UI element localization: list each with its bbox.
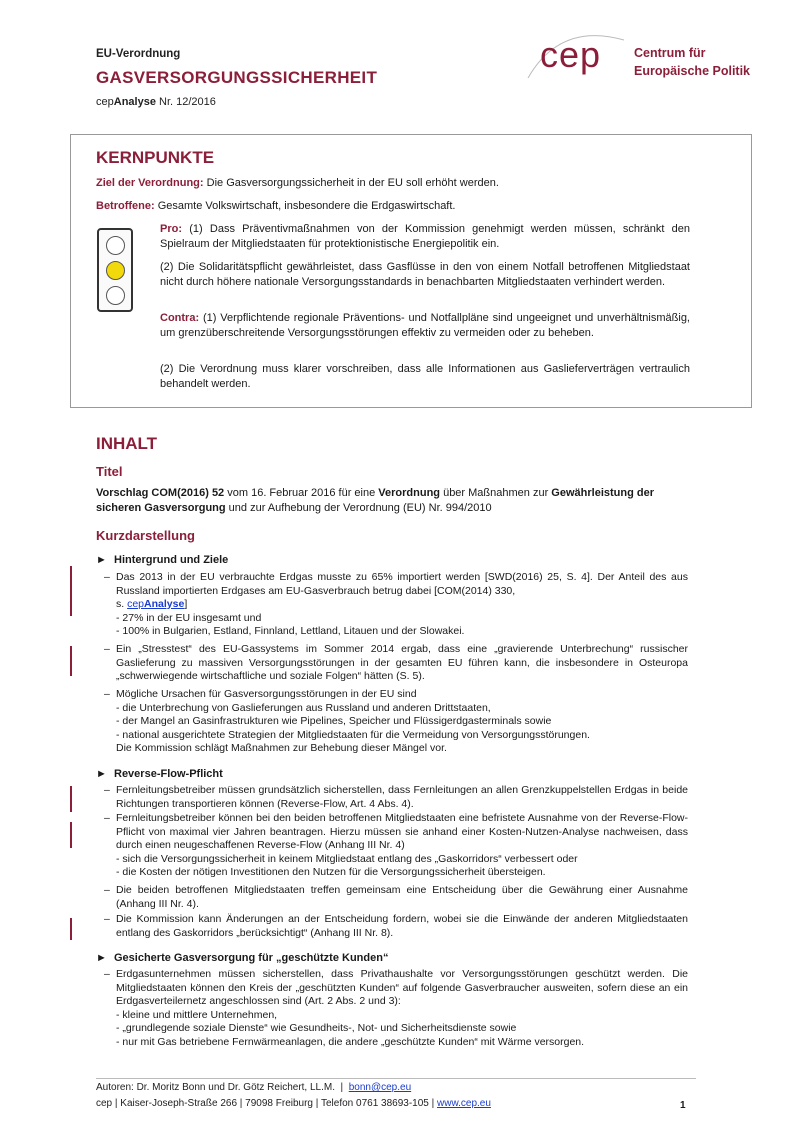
footer-authors: Autoren: Dr. Moritz Bonn und Dr. Götz Reichert, LL.M. | bonn@cep.eu [96, 1082, 412, 1093]
section-heading: ► Reverse-Flow-Pflicht [96, 768, 223, 780]
margin-change-bar [70, 918, 72, 940]
kurzdarstellung-heading: Kurzdarstellung [96, 528, 195, 543]
contra-1: Contra: (1) Verpflichtende regionale Präventions- und Notfallpläne sind ungeeignet und unverhältnismäßig, um grenzüberschreitende Versorgungsstörungen effektiv zu vermeiden oder zu beheben. [160, 312, 690, 339]
page-number: 1 [680, 1100, 686, 1111]
list-item: – Erdgasunternehmen müssen sicherstellen, dass Privathaushalte vor Versorgungsstörungen geschützt werden. Die Mitgliedstaaten können den Kreis der „geschützten Kunden“ auf folgende Gasverbraucher ausweiten, sofern diese an ein Erdgasverteilernetz angeschlossen sind (Art. 2 Abs. 2 und 3): - kleine und mittlere Unternehmen, - „grundlegende soziale Dienste“ wie Gesundheits-, Not- und Sicherheitsdienste sowie - nur mit Gas betriebene Fernwärmeanlagen, die andere „geschützte Kunden“ mit Wärme versorgen. [104, 968, 688, 1048]
footer-divider [96, 1078, 696, 1079]
kernpunkte-heading: KERNPUNKTE [96, 148, 215, 167]
pro-2: (2) Die Solidaritätspflicht gewährleistet, dass Gasflüsse in den von einem Notfall betroffenen Mitgliedstaat nicht durch höhere nationale Versorgungsstandards in benachbarten Mitgliedstaaten verhindert werden. [160, 261, 690, 288]
titel-text: Vorschlag COM(2016) 52 vom 16. Februar 2016 für eine Verordnung über Maßnahmen zur Gewährleistung der sicheren Gasversorgung und zur Aufhebung der Verordnung (EU) Nr. 994/2010 [96, 487, 654, 514]
traffic-light-icon [97, 228, 133, 312]
contra-2: (2) Die Verordnung muss klarer vorschreiben, dass alle Informationen aus Gaslieferverträgen vertraulich behandelt werden. [160, 363, 690, 390]
list-item: – Die Kommission kann Änderungen an der Entscheidung fordern, wobei sie die Einwände der anderen Mitgliedstaaten entlang des Gaskorridors „berücksichtigt“ (Anhang III Nr. 8). [104, 913, 688, 939]
list-item: – Die beiden betroffenen Mitgliedstaaten treffen gemeinsam eine Entscheidung über die Gewährung einer Ausnahme (Anhang III Nr. 4). [104, 884, 688, 910]
section-heading: ► Gesicherte Gasversorgung für „geschützte Kunden“ [96, 952, 389, 964]
email-link[interactable]: bonn@cep.eu [348, 1082, 412, 1093]
footer-contact: cep | Kaiser-Joseph-Straße 266 | 79098 Freiburg | Telefon 0761 38693-105 | www.cep.eu [96, 1098, 491, 1109]
cep-analyse-link[interactable]: cepAnalyse [127, 598, 185, 610]
list-item: – Fernleitungsbetreiber können bei den beiden betroffenen Mitgliedstaaten eine befristete Ausnahme von der Reverse-Flow-Pflicht von maximal vier Jahren beantragen. Hierzu müssen sie anhand einer Kosten-Nutzen-Analyse nachweisen, dass durch einen neugeschaffenen Reverse-Flow (Anhang III Nr. 4) - sich die Versorgungssicherheit in keinem Mitgliedstaat entlang des „Gaskorridors“ verbessert oder - die Kosten der nötigen Investitionen den Nutzen für die Versorgungssicherheit übersteigen. [104, 812, 688, 878]
traffic-light-middle-yellow [106, 261, 125, 280]
analysis-number: cepAnalyse Nr. 12/2016 [96, 96, 216, 108]
margin-change-bar [70, 822, 72, 848]
traffic-light-bottom [106, 286, 125, 305]
pro-1: Pro: (1) Dass Präventivmaßnahmen von der Kommission genehmigt werden müssen, schränkt den Spielraum der Mitgliedstaaten für protektionistische Energiepolitik ein. [160, 223, 690, 250]
list-item: – Das 2013 in der EU verbrauchte Erdgas musste zu 65% importiert werden [SWD(2016) 25, S. 4]. Der Anteil des aus Russland importierten Erdgases am EU-Gasverbrauch betrug dabei [COM(2014) 330, s. cepAnalyse] - 27% in der EU insgesamt und - 100% in Bulgarien, Estland, Finnland, Lettland, Litauen und der Slowakei. [104, 571, 688, 637]
section-heading: ► Hintergrund und Ziele [96, 554, 229, 566]
margin-change-bar [70, 646, 72, 676]
margin-change-bar [70, 786, 72, 812]
website-link[interactable]: www.cep.eu [437, 1098, 491, 1109]
list-item: – Ein „Stresstest“ des EU-Gassystems im Sommer 2014 ergab, dass eine „gravierende Unterbrechung“ russischer Gaslieferung zu massiven Versorgungsstörungen in der gesamten EU führen kann, die insbesondere in Osteuropa „schwerwiegende wirtschaftliche und soziale Folgen“ hätten (S. 5). [104, 643, 688, 682]
list-item: – Mögliche Ursachen für Gasversorgungsstörungen in der EU sind - die Unterbrechung von Gaslieferungen aus Russland und anderen Drittstaaten, - der Mangel an Gasinfrastrukturen wie Pipelines, Speicher und Flüssigerdgasterminals sowie - national ausgerichtete Strategien der Mitgliedstaaten für die Vermeidung von Versorgungsstörungen. Die Kommission schlägt Maßnahmen zur Behebung dieser Mängel vor. [104, 688, 590, 754]
margin-change-bar [70, 566, 72, 616]
document-type: EU-Verordnung [96, 48, 181, 60]
list-item: – Fernleitungsbetreiber müssen grundsätzlich sicherstellen, dass Fernleitungen an allen Grenzkuppelstellen Erdgas in beide Richtungen transportieren können (Reverse-Flow, Art. 4 Abs. 4). [104, 784, 688, 810]
ziel-line: Ziel der Verordnung: Die Gasversorgungssicherheit in der EU soll erhöht werden. [96, 177, 499, 189]
inhalt-heading: INHALT [96, 434, 158, 453]
page-title: GASVERSORGUNGSSICHERHEIT [96, 68, 378, 87]
betroffene-line: Betroffene: Gesamte Volkswirtschaft, insbesondere die Erdgaswirtschaft. [96, 200, 456, 212]
titel-heading: Titel [96, 464, 123, 479]
logo-text: Centrum für Europäische Politik [634, 46, 751, 78]
traffic-light-top [106, 236, 125, 255]
cep-logo: cep [540, 34, 602, 75]
